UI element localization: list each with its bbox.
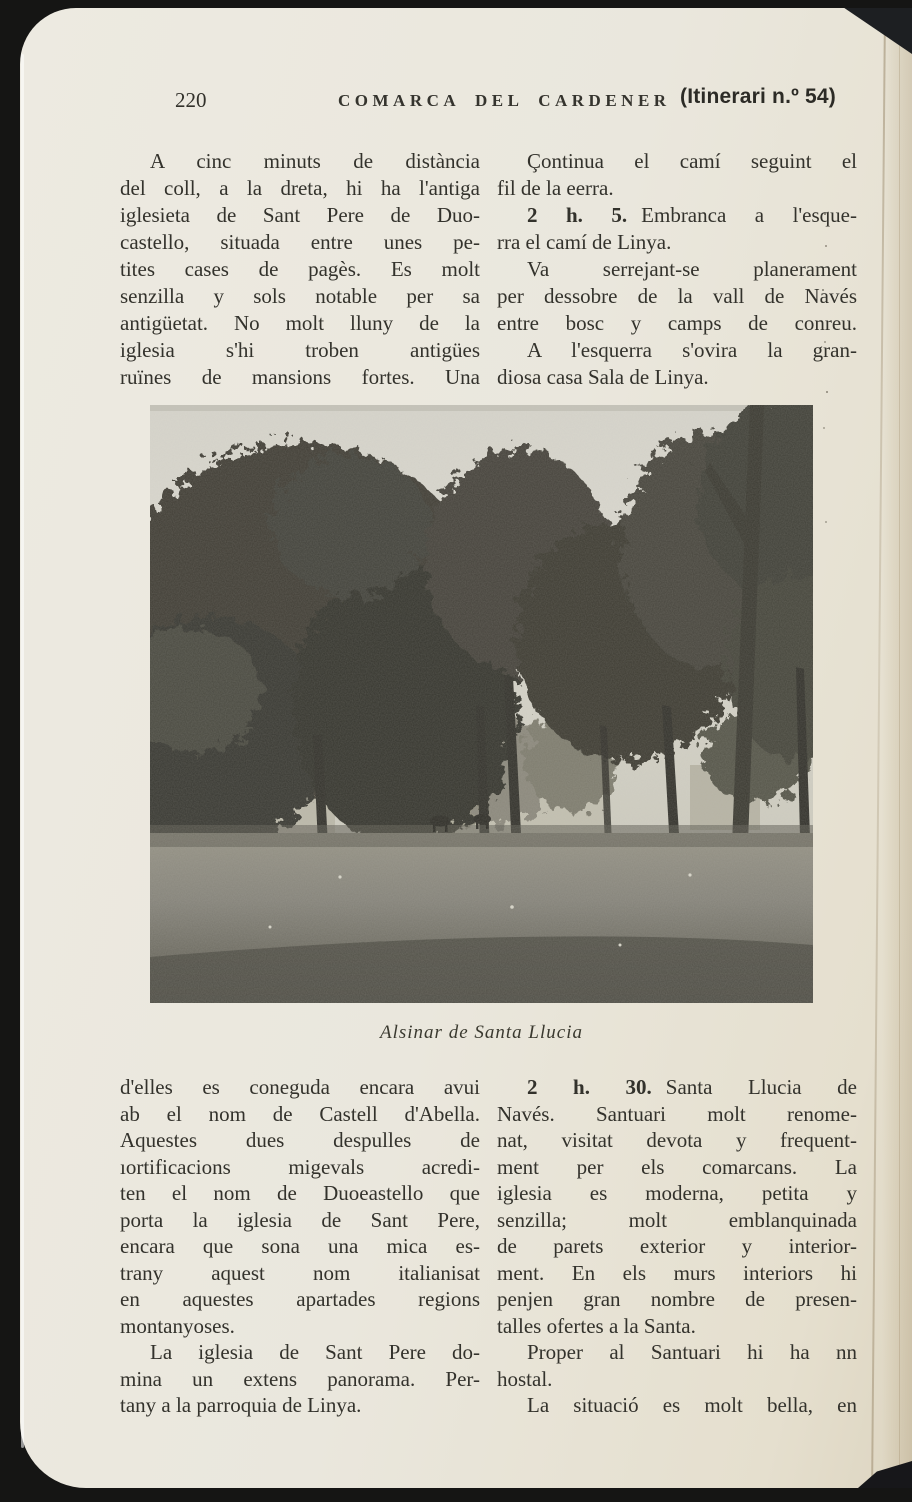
text-line: ab el nom de Castell d'Abella.	[120, 1101, 480, 1126]
text-line: ten el nom de Duoeastello que	[120, 1181, 480, 1205]
text-line: iglesieta de Sant Pere de Duo-	[120, 203, 480, 227]
book-page-scan	[20, 8, 912, 1488]
text-line: d'elles es coneguda encara avui	[120, 1075, 480, 1099]
text-line: senzilla; molt emblanquinada	[497, 1207, 857, 1232]
alsinar-photo-image	[150, 405, 813, 1003]
text-line: antigüetat. No molt lluny de la	[120, 311, 480, 335]
text-line: hostal.	[497, 1366, 553, 1391]
text-line: A cinc minuts de distància	[150, 149, 480, 173]
text-line: per dessobre de la vall de Navés	[497, 284, 857, 308]
text-line: penjen gran nombre de presen-	[497, 1287, 857, 1311]
page-stack-edge	[882, 8, 912, 1488]
text-line: mina un extens panorama. Per-	[120, 1366, 480, 1391]
text-line	[497, 202, 857, 229]
text-line: trany aquest nom italianisat	[120, 1260, 480, 1285]
text-line: rra el camí de Linya.	[497, 230, 672, 254]
text-line: A l'esquerra s'ovira la gran-	[527, 338, 857, 362]
text-line: iglesia s'hi troben antigües	[120, 338, 480, 362]
text-line: del coll, a la dreta, hi ha l'antiga	[120, 176, 480, 200]
text-line-segment: Santa Llucia de	[665, 1075, 857, 1099]
text-line: Çontinua el camí seguint el	[527, 149, 857, 173]
text-line: tites cases de pagès. Es molt	[120, 257, 480, 281]
time-marker: 2 h. 30.	[527, 1075, 652, 1099]
text-line: iglesia es moderna, petita y	[497, 1181, 857, 1205]
column-bottom-left	[120, 1074, 480, 1419]
column-bottom-right	[497, 1074, 857, 1419]
text-line: Va serrejant-se planerament	[527, 257, 857, 281]
column-top-right	[497, 148, 857, 391]
text-line	[497, 1074, 857, 1101]
text-line: encara que sona una mica es-	[120, 1234, 480, 1258]
text-line: fil de la eerra.	[497, 176, 614, 200]
text-line: Aquestes dues despulles de	[120, 1128, 480, 1152]
text-line-segment: Embranca a l'esque-	[641, 203, 857, 227]
running-head-title: COMARCA DEL CARDENER	[338, 91, 671, 110]
text-line: castello, situada entre unes pe-	[120, 230, 480, 254]
text-line: montanyoses.	[120, 1313, 235, 1338]
text-line: porta la iglesia de Sant Pere,	[120, 1207, 480, 1232]
text-line: Navés. Santuari molt renome-	[497, 1101, 857, 1126]
text-line: La situació es molt bella, en	[527, 1393, 857, 1417]
page-edge-highlight	[21, 54, 24, 1448]
text-line: entre bosc y camps de conreu.	[497, 311, 857, 335]
page-number: 220	[175, 88, 207, 112]
text-line: en aquestes apartades regions	[120, 1287, 480, 1311]
text-line: tany a la parroquia de Linya.	[120, 1393, 362, 1417]
text-line: ment. En els murs interiors hi	[497, 1260, 857, 1285]
text-line: ıortificacions migevals acredi-	[120, 1154, 480, 1179]
column-top-left	[120, 148, 480, 391]
text-line: ruïnes de mansions fortes. Una	[120, 365, 480, 389]
text-line: Proper al Santuari hi ha nn	[527, 1340, 857, 1364]
photo-figure	[150, 405, 813, 1003]
text-line: talles ofertes a la Santa.	[497, 1313, 696, 1338]
text-line: diosa casa Sala de Linya.	[497, 365, 709, 389]
time-marker: 2 h. 5.	[527, 203, 628, 227]
text-line: de parets exterior y interior-	[497, 1234, 857, 1258]
text-line: La iglesia de Sant Pere do-	[150, 1340, 480, 1364]
photo-caption: Alsinar de Santa Llucia	[380, 1022, 583, 1043]
itinerary-label: (Itinerari n.º 54)	[680, 85, 836, 108]
text-line: nat, visitat devota y frequent-	[497, 1128, 857, 1152]
text-line: senzilla y sols notable per sa	[120, 284, 480, 308]
text-line: ment per els comarcans. La	[497, 1154, 857, 1179]
page-crease-line	[899, 8, 900, 1488]
